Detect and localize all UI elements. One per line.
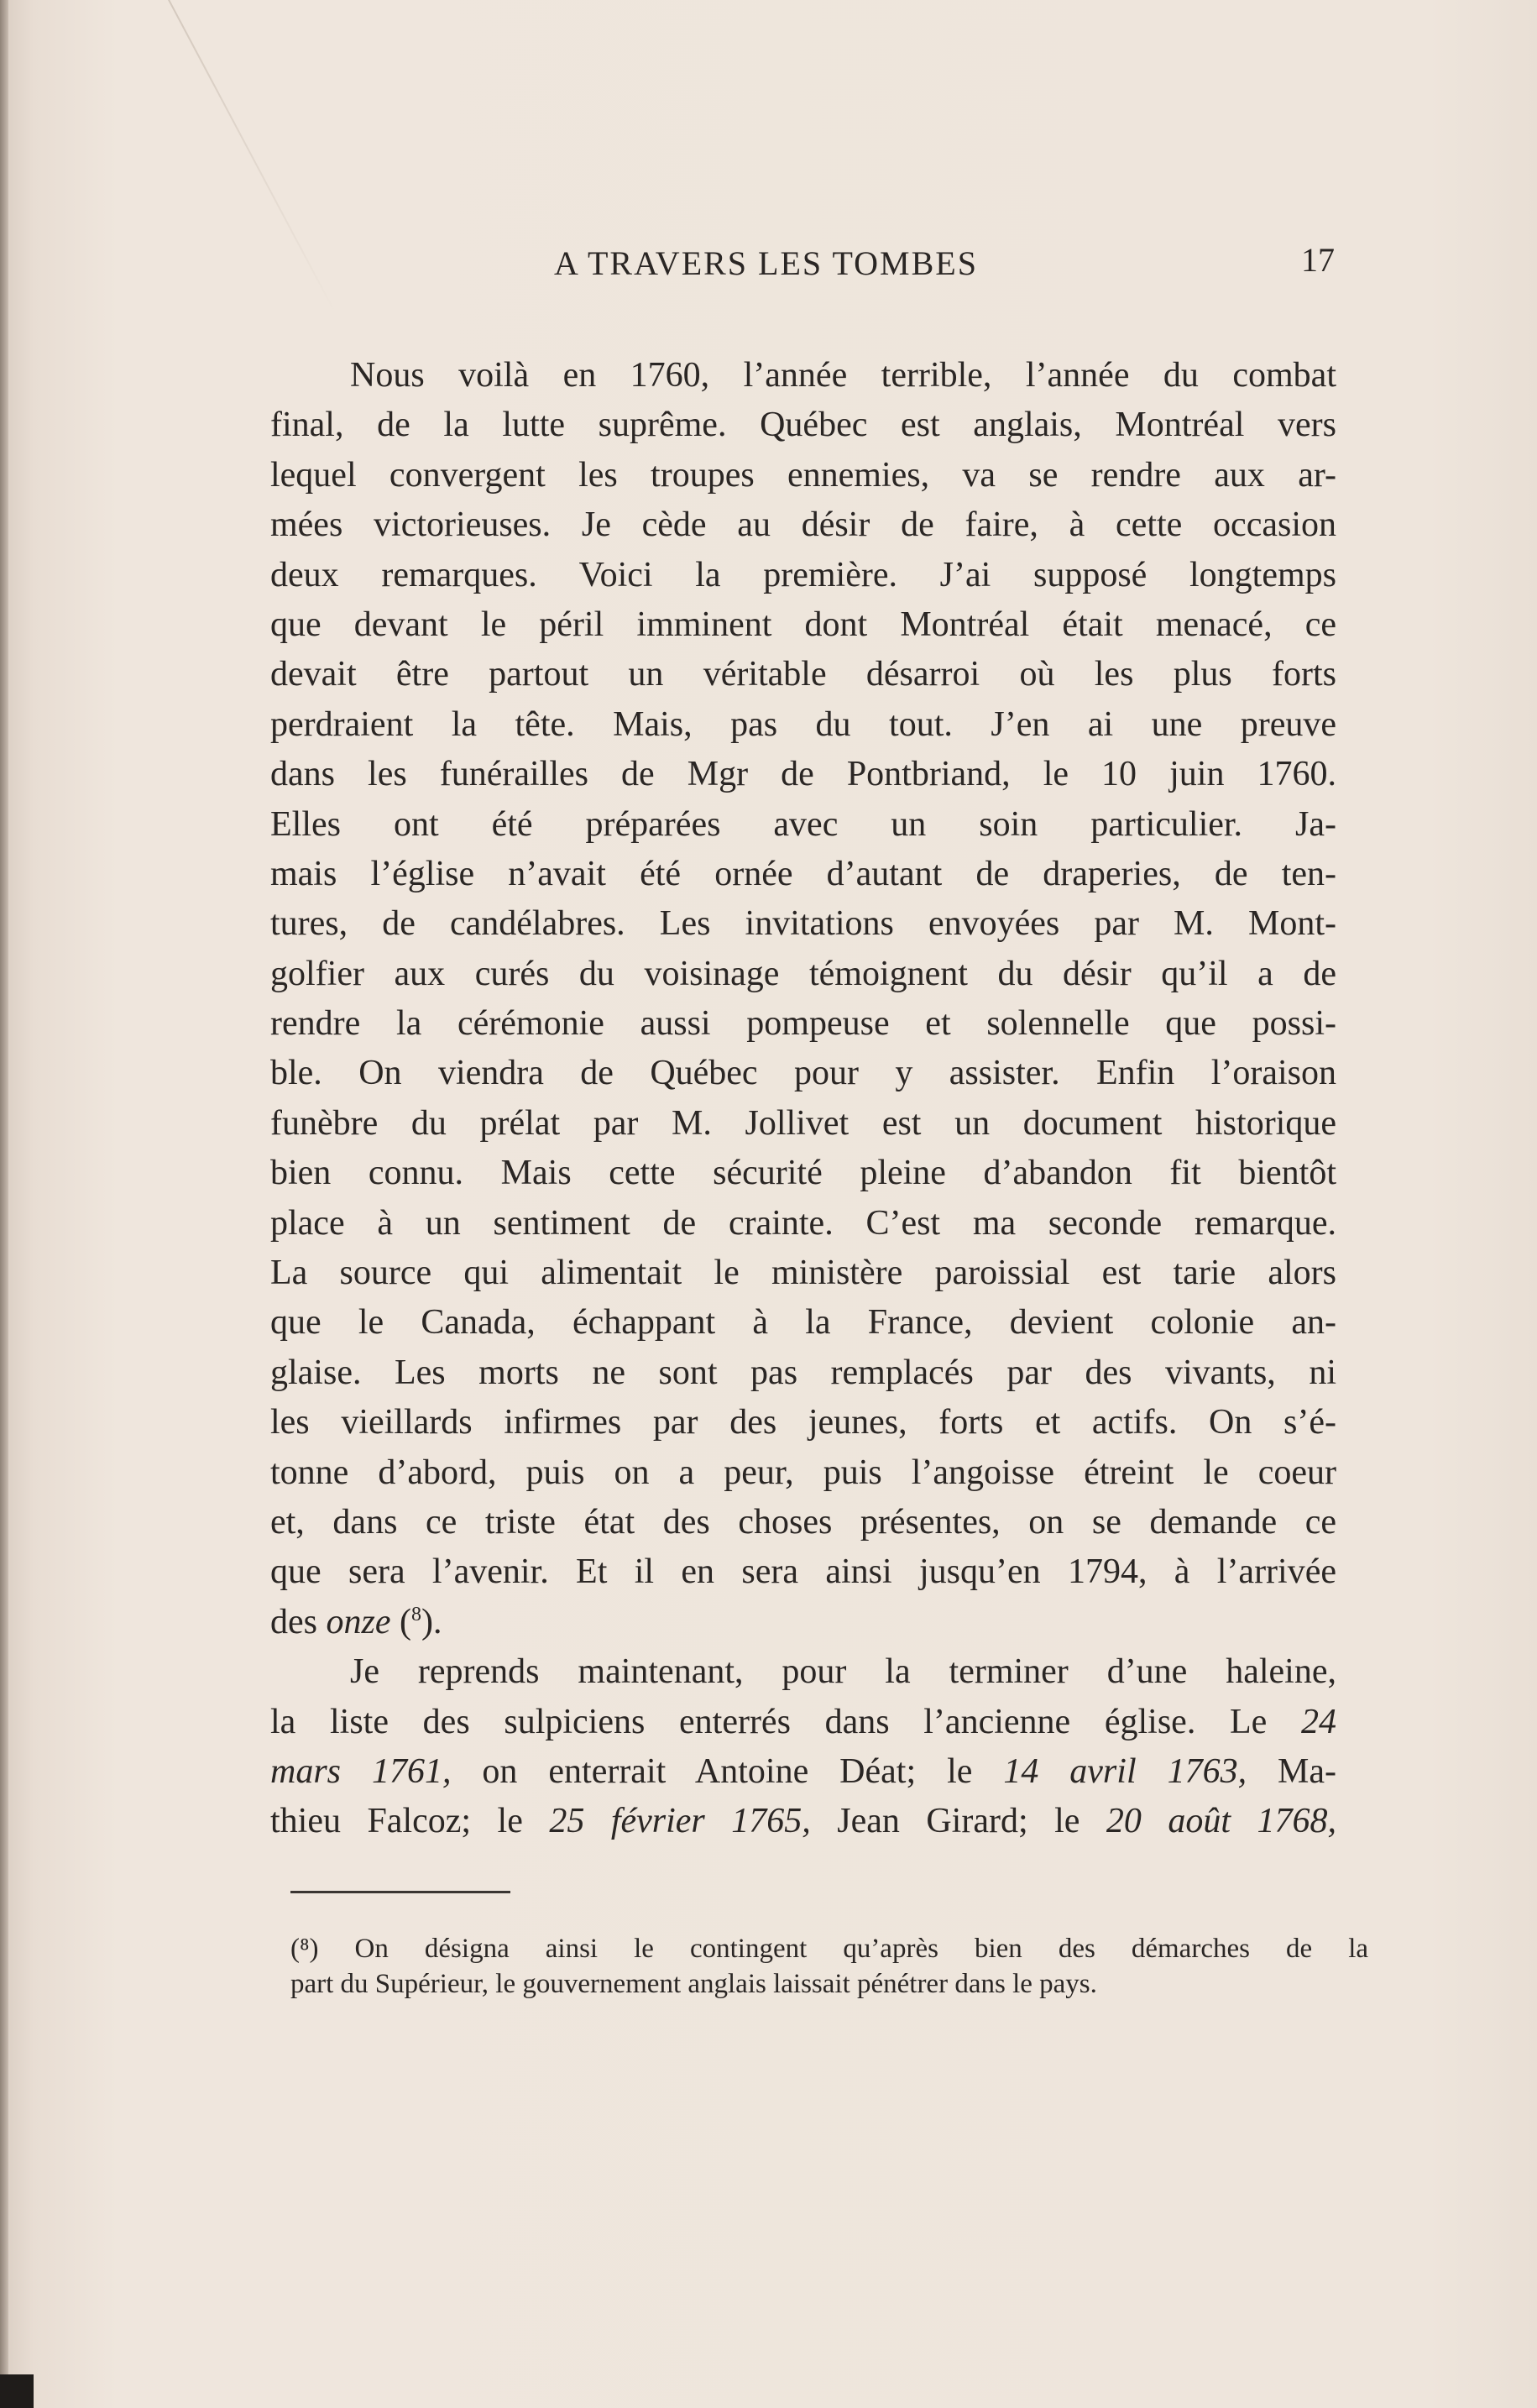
text-line: et, dans ce triste état des choses présentes, on se demande ce [270,1502,1336,1542]
footnote-text: On désigna ainsi le contingent qu’après bien des démarches de la [354,1934,1369,1964]
italic-date: 14 avril 1763, [1003,1751,1247,1791]
text-run: des [270,1602,327,1641]
italic-date: 24 [1301,1702,1336,1741]
page-left-edge [0,0,8,2408]
text-run: la liste des sulpiciens enterrés dans l’ancienne église. Le [270,1702,1268,1741]
text-line [270,1747,1336,1797]
footnote-reference[interactable]: 8 [411,1603,421,1625]
text-line: Elles ont été préparées avec un soin particulier. Ja- [270,804,1336,844]
footnote-marker: (⁸) [290,1934,319,1964]
text-line-paragraph-end [270,1598,1336,1647]
text-line: les vieillards infirmes par des jeunes, forts et actifs. On s’é- [270,1403,1336,1442]
italic-date: 20 août 1768, [1106,1802,1336,1841]
text-line: rendre la cérémonie aussi pompeuse et solennelle que possi- [270,1004,1336,1044]
body-text [270,351,1336,1847]
text-line: que le Canada, échappant à la France, devient colonie an- [270,1303,1336,1343]
footnotes [290,1931,1368,2002]
text-run: ). [421,1602,442,1641]
italic-date: 25 février 1765, [549,1802,811,1841]
text-line: place à un sentiment de crainte. C’est ma seconde remarque. [270,1203,1336,1243]
text-run: thieu Falcoz; le [270,1802,550,1841]
text-line [270,1698,1336,1747]
text-line: funèbre du prélat par M. Jollivet est un document historique [270,1103,1336,1143]
text-line: golfier aux curés du voisinage témoignent du désir qu’il a de [270,954,1336,993]
text-line: lequel convergent les troupes ennemies, va se rendre aux ar- [270,455,1336,495]
text-line: ble. On viendra de Québec pour y assister. Enfin l’oraison [270,1054,1336,1093]
text-run: Ma- [1247,1751,1336,1791]
text-line: Nous voilà en 1760, l’année terrible, l’année du combat [350,356,1336,395]
text-line: que devant le péril imminent dont Montréal était menacé, ce [270,605,1336,644]
page-number: 17 [1301,241,1335,279]
text-line: Je reprends maintenant, pour la terminer d’une haleine, [350,1652,1336,1692]
text-line: bien connu. Mais cette sécurité pleine d’abandon fit bientôt [270,1154,1336,1193]
italic-word: onze [326,1602,391,1641]
text-line: La source qui alimentait le ministère paroissial est tarie alors [270,1254,1336,1293]
page-corner-shadow [0,2374,34,2408]
text-line: final, de la lutte suprême. Québec est anglais, Montréal vers [270,406,1336,445]
text-line: perdraient la tête. Mais, pas du tout. J’en ai une preuve [270,704,1336,744]
page-header [277,243,1335,294]
footnote-line [290,1931,1368,1966]
text-line: mais l’église n’avait été ornée d’autant de draperies, de ten- [270,854,1336,893]
text-line: deux remarques. Voici la première. J’ai supposé longtemps [270,555,1336,594]
text-line: tonne d’abord, puis on a peur, puis l’angoisse étreint le coeur [270,1453,1336,1492]
footnote-line: part du Supérieur, le gouvernement anglais laissait pénétrer dans le pays. [290,1969,1097,1999]
text-line: dans les funérailles de Mgr de Pontbriand, le 10 juin 1760. [270,755,1336,794]
text-line: tures, de candélabres. Les invitations envoyées par M. Mont- [270,904,1336,944]
text-line: mées victorieuses. Je cède au désir de faire, à cette occasion [270,505,1336,545]
text-line: glaise. Les morts ne sont pas remplacés par des vivants, ni [270,1353,1336,1392]
text-run: Jean Girard; le [810,1802,1106,1841]
text-line: devait être partout un véritable désarroi où les plus forts [270,655,1336,694]
text-run: on enterrait Antoine Déat; le [451,1751,1004,1791]
text-run: ( [390,1602,411,1641]
text-line: que sera l’avenir. Et il en sera ainsi jusqu’en 1794, à l’arrivée [270,1552,1336,1592]
footnote-separator [290,1891,510,1893]
italic-date: mars 1761, [270,1751,452,1791]
running-title: A TRAVERS LES TOMBES [554,244,978,282]
text-line [270,1797,1336,1846]
